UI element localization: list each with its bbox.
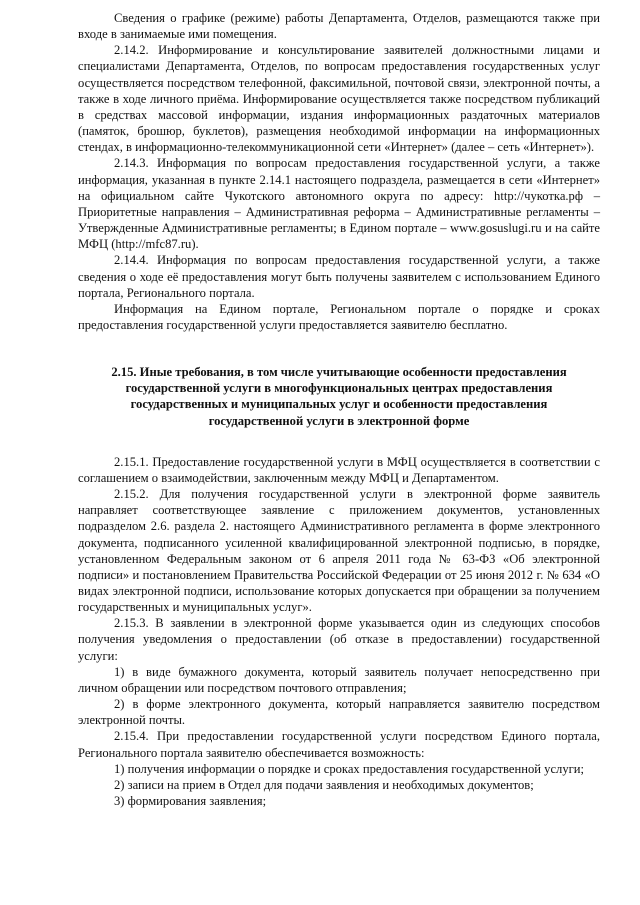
paragraph-2-15-2: 2.15.2. Для получения государственной услуги в электронной форме заявитель направляет соответствующее заявление с приложением документов, установленных подразделом 2.6. раздела 2. настоящего Административного регламента в форме электронного документа, подписанного усиленной квалифицированной электронной подписью, в порядке, установленном Федеральным законом от 6 апреля 2011 года № 63-ФЗ «Об электронной подписи» и постановлением Правительства Российской Федерации от 25 июня 2012 г. № 634 «О видах электронной подписи, использование которых допускается при обращении за получением государственных и муниципальных услуг». <box>78 487 600 615</box>
paragraph-2-15-1: 2.15.1. Предоставление государственной услуги в МФЦ осуществляется в соответствии с соглашением о взаимодействии, заключенным между МФЦ и Департаментом. <box>78 454 600 485</box>
paragraph-2-15-4: 2.15.4. При предоставлении государственной услуги посредством Единого портала, Регионального портала заявителю обеспечивается возможность: <box>78 729 600 760</box>
spacer <box>78 429 600 454</box>
list-item: 2) записи на прием в Отдел для подачи заявления и необходимых документов; <box>114 777 534 792</box>
paragraph-schedule-info: Сведения о графике (режиме) работы Департамента, Отделов, размещаются также при входе в занимаемые ими помещения. <box>78 11 600 42</box>
list-item: 3) формирования заявления; <box>114 794 267 809</box>
list-item: 1) в виде бумажного документа, который заявитель получает непосредственно при личном обращении или посредством почтового отправления; <box>78 664 600 695</box>
paragraph-free-info: Информация на Едином портале, Региональном портале о порядке и сроках предоставления государственной услуги предоставляется заявителю бесплатно. <box>78 301 600 332</box>
paragraph-2-14-2: 2.14.2. Информирование и консультирование заявителей должностными лицами и специалистами Департамента, Отделов, по вопросам предоставления государственных услуг осуществляется посредством телефонной, факсимильной, почтовой связи, электронной почты, а также в ходе личного приёма. Информирование осуществляется также посредством публикаций в средствах массовой информации, издания информационных раздаточных материалов (памяток, брошюр, буклетов), размещения необходимой информации на информационных стендах, в информационно-телекоммуникационной сети «Интернет» (далее – сеть «Интернет»). <box>78 43 600 155</box>
paragraph-2-14-3: 2.14.3. Информация по вопросам предоставления государственной услуги, а также информация, указанная в пункте 2.14.1 настоящего подраздела, размещается в сети «Интернет» на официальном сайте Чукотского автономного округа по адресу: http://чукотка.рф – Приоритетные направления – Административная реформа – Административные регламенты – Утвержденные Административные регламенты; в Едином портале – www.gosuslugi.ru и на сайте МФЦ (http://mfc87.ru). <box>78 156 600 252</box>
section-heading-2-15: 2.15. Иные требования, в том числе учитывающие особенности предоставления государственной услуги в многофункциональных центрах предоставления государственных и муниципальных услуг и особенности предоставления государственной услуги в электронной форме <box>111 365 567 428</box>
list-item: 1) получения информации о порядке и сроках предоставления государственной услуги; <box>114 761 585 776</box>
paragraph-2-14-4: 2.14.4. Информация по вопросам предоставления государственной услуги, а также сведения о ходе её предоставления могут быть получены заявителем с использованием Единого портала, Регионального портала. <box>78 253 600 300</box>
list-item: 2) в форме электронного документа, который направляется заявителю посредством электронной почты. <box>78 697 600 728</box>
paragraph-2-15-3: 2.15.3. В заявлении в электронной форме указывается один из следующих способов получения уведомления о предоставлении (об отказе в предоставлении) государственной услуги: <box>78 616 600 663</box>
spacer <box>78 333 600 364</box>
document-page <box>78 10 600 809</box>
